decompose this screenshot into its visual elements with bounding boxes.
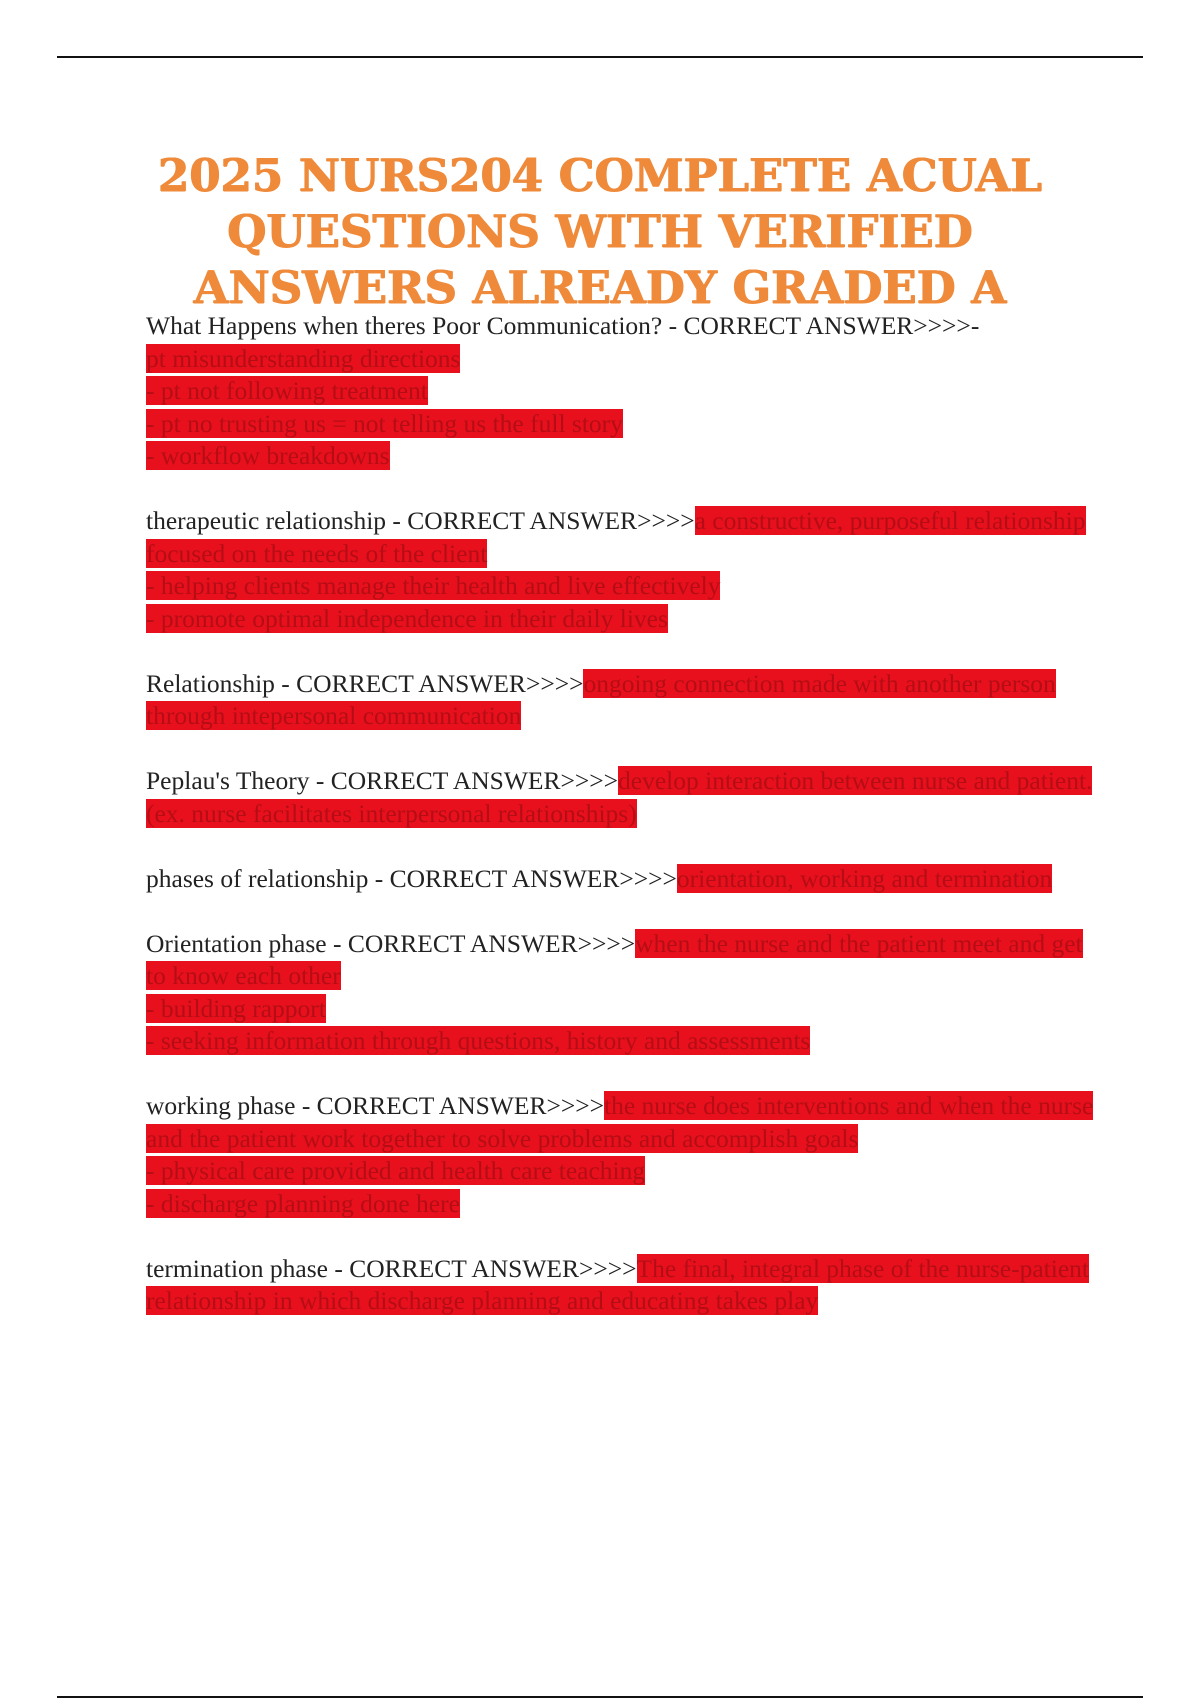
answer-separator: - CORRECT ANSWER>>>> — [662, 311, 971, 340]
answer-line: - promote optimal independence in their daily lives — [146, 603, 668, 633]
answer-tail: - — [970, 311, 980, 340]
answer-line: - pt not following treatment — [146, 376, 428, 405]
qa-item-working-phase — [146, 1090, 1096, 1220]
qa-item-peplau-theory — [146, 765, 1096, 830]
question-term: working phase — [146, 1091, 296, 1120]
qa-item-relationship — [146, 668, 1096, 733]
qa-item-poor-communication — [146, 310, 1096, 473]
qa-list — [146, 310, 1096, 1350]
answer-text: the nurse does interventions and when the nurse and the patient work together to solve problems and accomplish goals — [146, 1091, 1094, 1153]
question-term: Orientation phase — [146, 928, 327, 958]
answer-line: - seeking information through questions, history and assessments — [146, 1026, 811, 1055]
question-term: Relationship — [146, 668, 275, 698]
top-rule — [57, 56, 1143, 58]
question-term: termination phase — [146, 1253, 328, 1283]
answer-line: - physical care provided and health care teaching — [146, 1156, 646, 1185]
answer-line: pt misunderstanding directions — [146, 343, 461, 373]
qa-item-orientation-phase — [146, 928, 1096, 1058]
answer-separator: - CORRECT ANSWER>>>> — [328, 1253, 637, 1283]
document-title: 2025 NURS204 COMPLETE ACUAL QUESTIONS WITH VERIFIED ANSWERS ALREADY GRADED A — [158, 149, 1042, 314]
answer-text: develop interaction between nurse and patient. (ex. nurse facilitates interpersonal relationships) — [146, 766, 1093, 828]
answer-line: - pt no trusting us = not telling us the full story — [146, 408, 623, 438]
answer-separator: - CORRECT ANSWER>>>> — [295, 1091, 604, 1120]
qa-item-therapeutic-relationship — [146, 505, 1096, 635]
answer-text: ongoing connection made with another person through intepersonal communication — [146, 668, 1056, 730]
question-term: therapeutic relationship — [146, 506, 387, 535]
bottom-rule — [57, 1696, 1143, 1698]
answer-line: - workflow breakdowns — [146, 441, 390, 470]
answer-text: a constructive, purposeful relationship focused on the needs of the client — [146, 506, 1086, 568]
answer-separator: - CORRECT ANSWER>>>> — [326, 928, 636, 958]
answer-text: when the nurse and the patient meet and get to know each other — [146, 928, 1083, 990]
question-term: Peplau's Theory — [146, 766, 310, 795]
answer-separator: - CORRECT ANSWER>>>> — [309, 766, 619, 795]
answer-separator: - CORRECT ANSWER>>>> — [368, 863, 677, 893]
question-term: What Happens when theres Poor Communication? — [146, 311, 663, 340]
answer-text: The final, integral phase of the nurse-patient relationship in which discharge planning and educating takes play — [146, 1253, 1089, 1315]
answer-line: - helping clients manage their health and live effectively — [146, 571, 721, 600]
question-term: phases of relationship — [146, 863, 369, 893]
answer-text: orientation, working and termination — [676, 863, 1053, 893]
qa-item-termination-phase — [146, 1253, 1096, 1318]
answer-separator: - CORRECT ANSWER>>>> — [274, 668, 584, 698]
answer-separator: - CORRECT ANSWER>>>> — [386, 506, 695, 535]
qa-item-phases-of-relationship — [146, 863, 1096, 896]
answer-line: - discharge planning done here — [146, 1188, 460, 1218]
answer-line: - building rapport — [146, 993, 326, 1023]
